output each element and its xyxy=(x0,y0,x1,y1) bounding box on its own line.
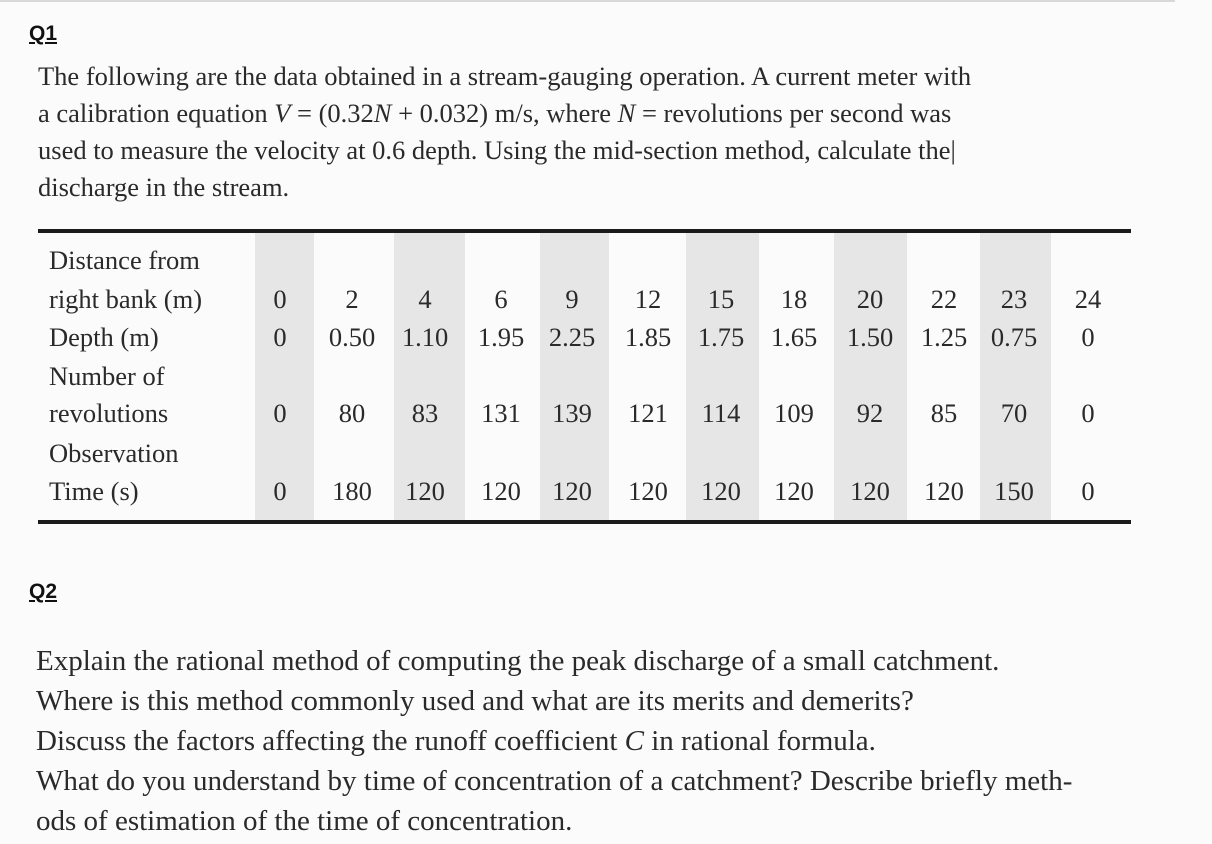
question-1-text xyxy=(38,58,1138,206)
distance-cell: 15 xyxy=(707,284,735,314)
time-cell: 120 xyxy=(701,476,741,506)
depth-cell: 0 xyxy=(273,322,287,352)
q1-line: The following are the data obtained in a stream-gauging operation. A current meter with xyxy=(38,61,972,91)
distance-cell: 4 xyxy=(418,284,432,314)
depth-cell: 1.95 xyxy=(477,322,525,352)
time-cell: 120 xyxy=(481,476,521,506)
q1-line: used to measure the velocity at 0.6 depth. Using the mid-section method, calculate the| xyxy=(38,135,956,165)
distance-cell: 2 xyxy=(345,284,359,314)
revolutions-cell: 109 xyxy=(774,398,814,428)
q2-line: What do you understand by time of concentration of a catchment? Describe briefly meth- xyxy=(36,765,1073,797)
time-cell: 120 xyxy=(552,476,592,506)
depth-cell: 0.75 xyxy=(990,322,1038,352)
q2-line: Explain the rational method of computing the peak discharge of a small catchment. xyxy=(36,645,1000,677)
revolutions-cell: 92 xyxy=(856,398,884,428)
row-label-revolutions: Number of xyxy=(49,361,165,391)
time-cell: 120 xyxy=(774,476,814,506)
revolutions-cell: 0 xyxy=(1081,398,1095,428)
q2-line: Discuss the factors affecting the runoff coefficient C in rational formula. xyxy=(36,725,876,757)
row-label-revolutions: revolutions xyxy=(49,398,169,428)
revolutions-cell: 70 xyxy=(1000,398,1028,428)
depth-cell: 1.50 xyxy=(846,322,894,352)
depth-cell: 0 xyxy=(1081,322,1095,352)
revolutions-cell: 114 xyxy=(701,398,741,428)
time-cell: 180 xyxy=(332,476,372,506)
table-bottom-rule xyxy=(38,520,1131,524)
q2-line: ods of estimation of the time of concentration. xyxy=(36,805,573,837)
distance-cell: 9 xyxy=(565,284,579,314)
q1-line: a calibration equation V = (0.32N + 0.032) m/s, where N = revolutions per second was xyxy=(38,98,952,128)
distance-cell: 6 xyxy=(494,284,508,314)
row-label-observation-time: Time (s) xyxy=(49,476,139,506)
stream-gauging-table xyxy=(38,229,1131,525)
time-cell: 0 xyxy=(273,476,287,506)
distance-cell: 22 xyxy=(930,284,958,314)
time-cell: 150 xyxy=(994,476,1034,506)
revolutions-cell: 121 xyxy=(628,398,668,428)
distance-cell: 18 xyxy=(780,284,808,314)
question-2-heading: Q2 xyxy=(29,580,58,603)
row-label-distance: Distance from xyxy=(49,245,200,275)
distance-cell: 24 xyxy=(1074,284,1102,314)
question-2-text xyxy=(36,641,1212,841)
time-cell: 120 xyxy=(628,476,668,506)
distance-cell: 12 xyxy=(634,284,662,314)
question-1-heading: Q1 xyxy=(29,22,58,45)
row-label-distance: right bank (m) xyxy=(49,284,203,314)
distance-cell: 23 xyxy=(1000,284,1028,314)
time-cell: 120 xyxy=(850,476,890,506)
distance-cell: 0 xyxy=(273,284,287,314)
time-cell: 120 xyxy=(924,476,964,506)
depth-cell: 1.10 xyxy=(401,322,449,352)
revolutions-cell: 83 xyxy=(411,398,439,428)
depth-cell: 2.25 xyxy=(548,322,596,352)
depth-cell: 0.50 xyxy=(328,322,376,352)
row-label-depth: Depth (m) xyxy=(49,322,159,352)
revolutions-cell: 0 xyxy=(273,398,287,428)
revolutions-cell: 139 xyxy=(552,398,592,428)
time-cell: 0 xyxy=(1081,476,1095,506)
revolutions-cell: 85 xyxy=(930,398,958,428)
row-label-observation-time: Observation xyxy=(49,438,179,468)
time-cell: 120 xyxy=(405,476,445,506)
depth-cell: 1.65 xyxy=(770,322,818,352)
distance-cell: 20 xyxy=(856,284,884,314)
depth-cell: 1.75 xyxy=(697,322,745,352)
revolutions-cell: 131 xyxy=(481,398,521,428)
depth-cell: 1.85 xyxy=(624,322,672,352)
depth-cell: 1.25 xyxy=(920,322,968,352)
q2-line: Where is this method commonly used and what are its merits and demerits? xyxy=(36,685,914,717)
top-divider xyxy=(0,0,1175,2)
revolutions-cell: 80 xyxy=(338,398,366,428)
q1-line: discharge in the stream. xyxy=(38,172,290,202)
